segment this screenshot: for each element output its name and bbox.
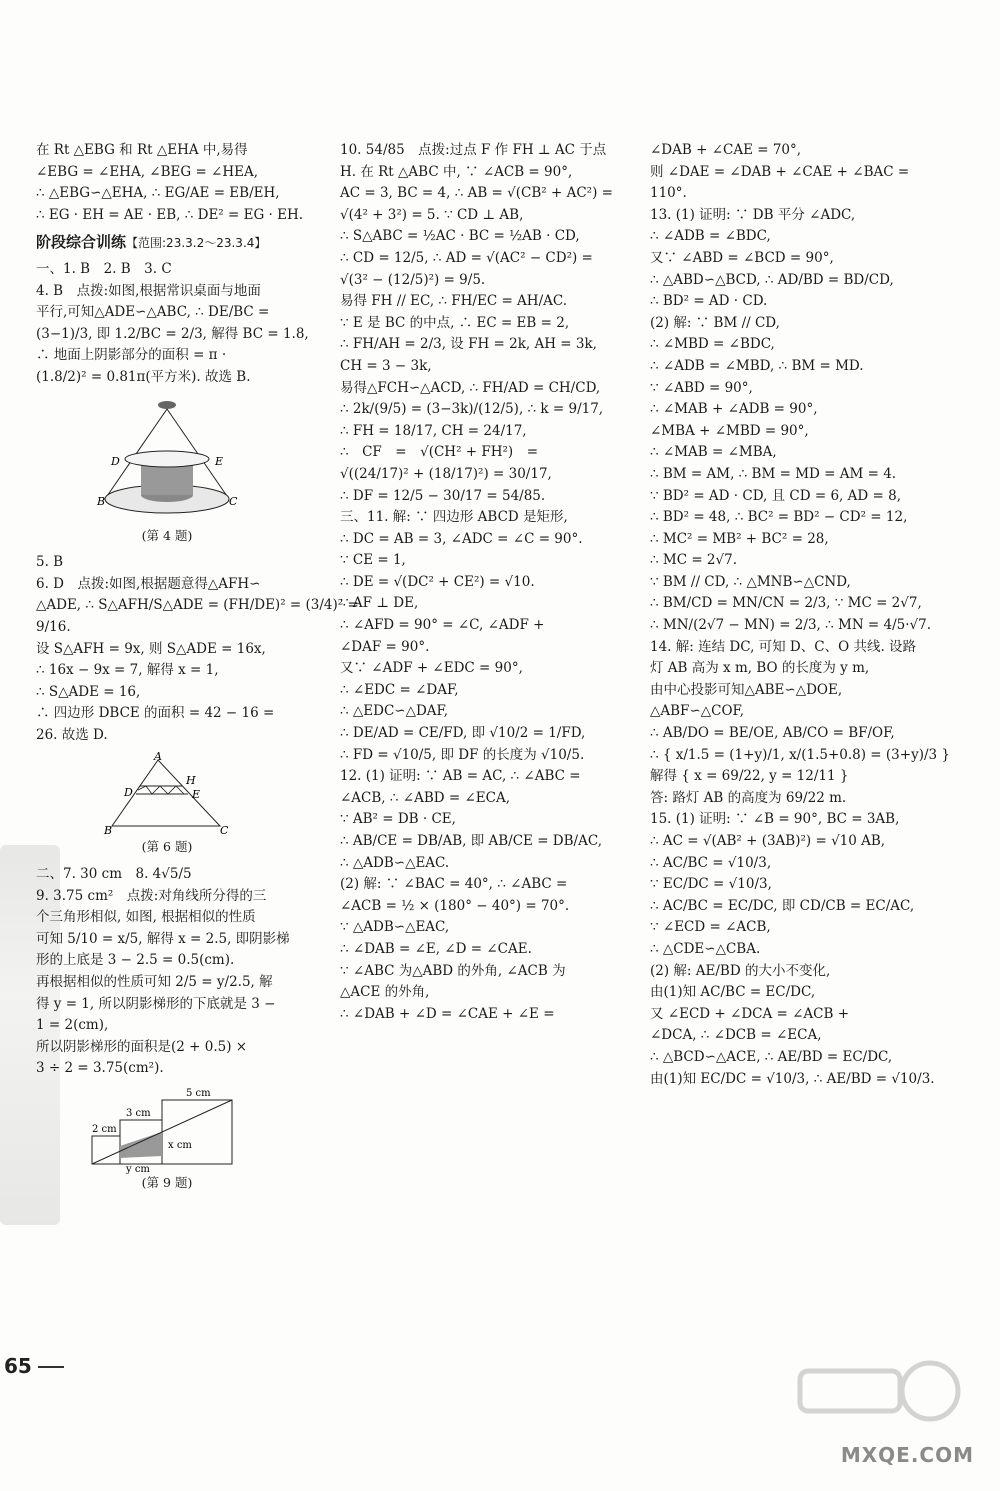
column-left xyxy=(36,140,359,1200)
fig6-label-h: H xyxy=(186,774,196,788)
fig4-label-d: D xyxy=(111,454,120,468)
text-line: 10. 54/85 点拨:过点 F 作 FH ⊥ AC 于点 xyxy=(340,142,607,158)
text-line: (2) 解: ∵ BM // CD, xyxy=(650,314,780,331)
text-line: 三、11. 解: ∵ 四边形 ABCD 是矩形, xyxy=(340,509,568,526)
text-line: 由中心投影可知△ABE∽△DOE, xyxy=(650,681,843,698)
text-line: ∴ AC/BC = EC/DC, 即 CD/CB = EC/AC, xyxy=(650,897,915,914)
text-line: 6. D 点拨:如图,根据题意得△AFH∽ xyxy=(36,575,261,592)
text-line: ∵ BM // CD, ∴ △MNB∽△CND, xyxy=(650,573,851,590)
text-line: ∴ △EDC∽△DAF, xyxy=(340,703,449,720)
text-line: ∵ EC/DC = √10/3, xyxy=(650,876,772,893)
text-line: ∴ △BCD∽△ACE, ∴ AE/BD = EC/DC, xyxy=(650,1048,893,1065)
text-line: ∴ AC/BC = √10/3, xyxy=(650,854,772,871)
text-line: ∴ MC = 2√7. xyxy=(650,552,737,569)
fig9-label-5cm: 5 cm xyxy=(186,1088,211,1099)
text-line: 在 Rt △EBG 和 Rt △EHA 中,易得 xyxy=(36,142,248,158)
text-line: ∴ ∠MBD = ∠BDC, xyxy=(650,336,775,353)
text-line: (2) 解: AE/BD 的大小不变化, xyxy=(650,962,831,979)
q-continued-block xyxy=(36,140,304,226)
fig4-label-c: C xyxy=(229,494,238,508)
text-line: ∴ ∠EDC = ∠DAF, xyxy=(340,681,459,698)
text-line: ∴ AB/DO = BE/OE, AB/CO = BF/OF, xyxy=(650,725,895,742)
lamp-cone-figure xyxy=(97,395,237,525)
text-line: ∴ △ADB∽△EAC. xyxy=(340,854,450,871)
text-line: ∵ ∠ABD = 90°, xyxy=(650,379,753,396)
text-line: ∴ ∠ADB = ∠BDC, xyxy=(650,228,771,245)
squares-figure xyxy=(92,1086,242,1175)
text-line: ∵ CE = 1, xyxy=(340,552,406,569)
text-line: (1.8/2)² = 0.81π(平方米). 故选 B. xyxy=(36,368,251,385)
text-line: 1 = 2(cm), xyxy=(36,1017,109,1034)
text-line: ∴ ∠ADB = ∠MBD, ∴ BM = MD. xyxy=(650,357,864,374)
text-line: 设 S△AFH = 9x, 则 S△ADE = 16x, xyxy=(36,640,266,657)
text-line: ∴ BD² = AD · CD. xyxy=(650,293,768,310)
text-line: ∴ △CDE∽△CBA. xyxy=(650,940,761,957)
text-line: ∴ AC = √(AB² + (3AB)²) = √10 AB, xyxy=(650,833,886,849)
text-line: ∴ ∠AFD = 90° = ∠C, ∠ADF + xyxy=(340,617,545,634)
text-line: 二、7. 30 cm 8. 4√5/5 xyxy=(36,866,192,883)
text-line: ∴ BM = AM, ∴ BM = MD = AM = 4. xyxy=(650,465,897,482)
text-line: 由(1)知 AC/BC = EC/DC, xyxy=(650,984,816,1001)
text-line: 可知 5/10 = x/5, 解得 x = 2.5, 即阴影梯 xyxy=(36,930,290,947)
text-line: 110°. xyxy=(650,185,687,202)
text-line: ∴ FH/AH = 2/3, 设 FH = 2k, AH = 3k, xyxy=(340,336,597,353)
text-line: ∴ DC = AB = 3, ∠ADC = ∠C = 90°. xyxy=(340,530,583,547)
text-line: ∠ACB, ∴ ∠ABD = ∠ECA, xyxy=(340,789,511,806)
fig9-label-3cm: 3 cm xyxy=(126,1108,151,1119)
text-line: 又∵ ∠ABD = ∠BCD = 90°, xyxy=(650,249,834,266)
answers-5-6 xyxy=(36,552,359,746)
text-line: ∠DAF = 90°. xyxy=(340,638,430,655)
text-line: √(4² + 3²) = 5. ∵ CD ⊥ AB, xyxy=(340,206,524,223)
text-line: 14. 解: 连结 DC, 可知 D、C、O 共线. 设路 xyxy=(650,638,917,655)
text-line: ∵ △ADB∽△EAC, xyxy=(340,919,450,936)
text-line: ∴ S△ADE = 16, xyxy=(36,683,141,700)
text-line: 答: 路灯 AB 的高度为 69/22 m. xyxy=(650,789,847,806)
text-line: ∴ CD = 12/5, ∴ AD = √(AC² − CD²) = xyxy=(340,249,593,266)
section-range: 【范围:23.3.2～23.3.4】 xyxy=(126,236,267,251)
fig4-label-e: E xyxy=(215,454,224,468)
text-line: ∠DCA, ∴ ∠DCB = ∠ECA, xyxy=(650,1027,822,1044)
text-line: △ABF∽△COF, xyxy=(650,703,745,720)
fig6-label-b: B xyxy=(104,824,113,838)
text-line: ∴ BM/CD = MN/CN = 2/3, ∵ MC = 2√7, xyxy=(650,595,922,612)
text-line: 个三角形相似, 如图, 根据相似的性质 xyxy=(36,909,256,926)
text-line: ∵ AB² = DB · CE, xyxy=(340,811,456,828)
text-line: 解得 { x = 69/22, y = 12/11 } xyxy=(650,768,849,785)
column-right xyxy=(650,140,950,1090)
text-line: 平行,可知△ADE∽△ABC, ∴ DE/BC = xyxy=(36,304,270,321)
figure-q6-caption: (第 6 题) xyxy=(141,839,193,855)
fig6-label-d: D xyxy=(124,786,133,800)
text-line: ∴ △ABD∽△BCD, ∴ AD/BD = BD/CD, xyxy=(650,271,894,288)
text-line: ∠EBG = ∠EHA, ∠BEG = ∠HEA, xyxy=(36,163,259,180)
figure-q6 xyxy=(36,752,298,858)
text-line: ∴ ∠DAB = ∠E, ∠D = ∠CAE. xyxy=(340,940,532,957)
text-line: (3−1)/3, 即 1.2/BC = 2/3, 解得 BC = 1.8, xyxy=(36,325,309,342)
fig4-label-b: B xyxy=(97,494,106,508)
text-line: ∴ S△ABC = ½AC · BC = ½AB · CD, xyxy=(340,228,580,245)
fig9-label-ycm: y cm xyxy=(126,1164,150,1175)
figure-q4-caption: (第 4 题) xyxy=(141,527,193,543)
text-line: 易得△FCH∽△ACD, ∴ FH/AD = CH/CD, xyxy=(340,379,601,396)
section-title: 阶段综合训练 xyxy=(36,233,127,252)
figure-q9 xyxy=(36,1086,298,1194)
text-line: 15. (1) 证明: ∵ ∠B = 90°, BC = 3AB, xyxy=(650,811,900,828)
text-line: 12. (1) 证明: ∵ AB = AC, ∴ ∠ABC = xyxy=(340,768,581,785)
section-heading xyxy=(36,232,298,255)
text-line: ∴ ∠MAB + ∠ADB = 90°, xyxy=(650,401,818,418)
text-line: (2) 解: ∵ ∠BAC = 40°, ∴ ∠ABC = xyxy=(340,876,568,893)
text-line: ∴ DF = 12/5 − 30/17 = 54/85. xyxy=(340,487,546,504)
text-line: 灯 AB 高为 x m, BO 的长度为 y m, xyxy=(650,660,870,677)
text-line: 易得 FH // EC, ∴ FH/EC = AH/AC. xyxy=(340,293,568,310)
text-line: ∵ E 是 BC 的中点, ∴ EC = EB = 2, xyxy=(340,314,570,331)
text-line: ∵ AF ⊥ DE, xyxy=(340,595,419,612)
figure-q4 xyxy=(36,395,298,547)
text-line: ∴ 16x − 9x = 7, 解得 x = 1, xyxy=(36,662,219,679)
answers-1-4 xyxy=(36,259,309,389)
text-line: CH = 3 − 3k, xyxy=(340,357,432,374)
text-line: 则 ∠DAE = ∠DAB + ∠CAE + ∠BAC = xyxy=(650,163,910,180)
text-line: ∠DAB + ∠CAE = 70°, xyxy=(650,142,802,158)
text-line: △ADE, ∴ S△AFH/S△ADE = (FH/DE)² = (3/4)² = xyxy=(36,597,359,614)
text-line: ∴ FH = 18/17, CH = 24/17, xyxy=(340,422,527,439)
text-line: 得 y = 1, 所以阴影梯形的下底就是 3 − xyxy=(36,995,276,1012)
text-line: ∴ EG · EH = AE · EB, ∴ DE² = EG · EH. xyxy=(36,206,304,223)
text-line: H. 在 Rt △ABC 中, ∵ ∠ACB = 90°, xyxy=(340,163,573,180)
text-line: ∠MBA + ∠MBD = 90°, xyxy=(650,422,809,439)
text-line: AC = 3, BC = 4, ∴ AB = √(CB² + AC²) = xyxy=(340,185,613,202)
text-line: ∴ 2k/(9/5) = (3−3k)/(12/5), ∴ k = 9/17, xyxy=(340,401,604,418)
text-line: 再根据相似的性质可知 2/5 = y/2.5, 解 xyxy=(36,974,273,991)
text-line: ∴ ∠DAB + ∠D = ∠CAE + ∠E = xyxy=(340,1005,555,1022)
text-line: √((24/17)² + (18/17)²) = 30/17, xyxy=(340,465,552,482)
fig6-label-e: E xyxy=(192,788,201,802)
answers-7-9 xyxy=(36,864,298,1080)
text-line: 一、1. B 2. B 3. C xyxy=(36,260,172,277)
text-line: ∴ 四边形 DBCE 的面积 = 42 − 16 = xyxy=(36,705,275,722)
text-line: ∵ BD² = AD · CD, 且 CD = 6, AD = 8, xyxy=(650,487,901,504)
text-line: ∴ △EBG∽△EHA, ∴ EG/AE = EB/EH, xyxy=(36,185,280,202)
text-line: ∴ ∠MAB = ∠MBA, xyxy=(650,444,777,461)
text-line: ∴ AB/CE = DB/AB, 即 AB/CE = DB/AC, xyxy=(340,833,602,849)
text-line: 4. B 点拨:如图,根据常识桌面与地面 xyxy=(36,282,261,299)
triangle-figure xyxy=(102,752,232,836)
text-line: 9/16. xyxy=(36,618,71,635)
text-line: ∴ { x/1.5 = (1+y)/1, x/(1.5+0.8) = (3+y)/3 } xyxy=(650,746,950,763)
text-line: 又 ∠ECD + ∠DCA = ∠ACB + xyxy=(650,1005,850,1022)
text-line: ∴ CF = √(CH² + FH²) = xyxy=(340,444,539,461)
page-number-rule xyxy=(38,1366,64,1368)
fig9-label-2cm: 2 cm xyxy=(92,1124,117,1135)
text-line: ∴ 地面上阴影部分的面积 = π · xyxy=(36,347,227,364)
figure-q9-caption: (第 9 题) xyxy=(141,1175,193,1190)
text-line: 形的上底是 3 − 2.5 = 0.5(cm). xyxy=(36,952,235,969)
text-line: 13. (1) 证明: ∵ DB 平分 ∠ADC, xyxy=(650,206,856,223)
text-line: 26. 故选 D. xyxy=(36,726,108,743)
text-line: ∴ BD² = 48, ∴ BC² = BD² − CD² = 12, xyxy=(650,509,908,526)
fig9-label-xcm: x cm xyxy=(168,1140,192,1151)
column-middle xyxy=(340,140,613,1025)
watermark-text: MXQE.COM xyxy=(840,1443,974,1467)
text-line: ∴ FD = √10/5, 即 DF 的长度为 √10/5. xyxy=(340,746,585,763)
text-line: 9. 3.75 cm² 点拨:对角线所分得的三 xyxy=(36,887,267,904)
fig6-label-c: C xyxy=(220,824,229,838)
text-line: 由(1)知 EC/DC = √10/3, ∴ AE/BD = √10/3. xyxy=(650,1070,935,1087)
text-line: ∴ MN/(2√7 − MN) = 2/3, ∴ MN = 4/5·√7. xyxy=(650,617,932,634)
text-line: ∠ACB = ½ × (180° − 40°) = 70°. xyxy=(340,897,570,914)
text-line: ∵ ∠ECD = ∠ACB, xyxy=(650,919,771,936)
text-line: △ACE 的外角, xyxy=(340,984,430,1001)
page-number: 65 xyxy=(4,1354,32,1378)
text-line: 所以阴影梯形的面积是(2 + 0.5) × xyxy=(36,1038,248,1055)
text-line: ∵ ∠ABC 为△ABD 的外角, ∠ACB 为 xyxy=(340,962,566,979)
text-line: ∴ DE = √(DC² + CE²) = √10. xyxy=(340,573,535,590)
text-line: 又∵ ∠ADF + ∠EDC = 90°, xyxy=(340,660,523,677)
fig6-label-a: A xyxy=(154,750,162,764)
text-line: √(3² − (12/5)²) = 9/5. xyxy=(340,271,486,288)
text-line: 5. B xyxy=(36,554,64,571)
text-line: 3 ÷ 2 = 3.75(cm²). xyxy=(36,1060,164,1077)
text-line: ∴ MC² = MB² + BC² = 28, xyxy=(650,530,829,547)
text-line: ∴ DE/AD = CE/FD, 即 √10/2 = 1/FD, xyxy=(340,725,586,742)
